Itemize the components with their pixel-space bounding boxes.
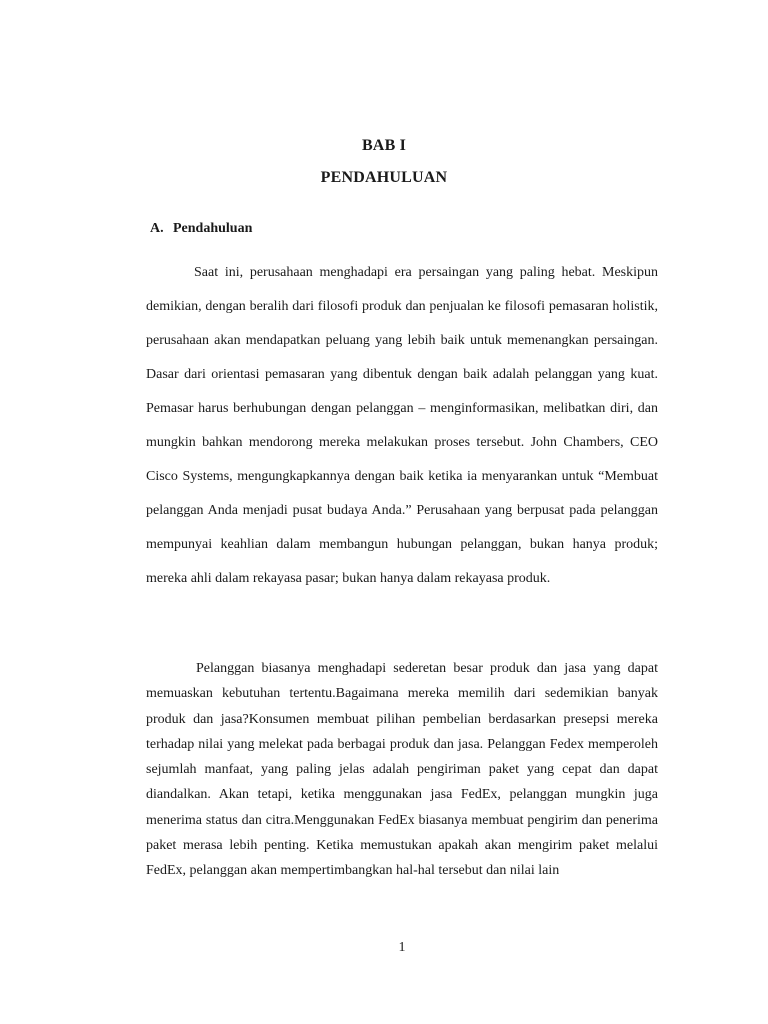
paragraph-1: Saat ini, perusahaan menghadapi era persaingan yang paling hebat. Meskipun demikian, dengan beralih dari filosofi produk dan penjualan ke filosofi pemasaran holistik, perusahaan akan mendapatkan peluang yang lebih baik untuk memenangkan persaingan. Dasar dari orientasi pemasaran yang dibentuk dengan baik adalah pelanggan yang kuat. Pemasar harus berhubungan dengan pelanggan – menginformasikan, melibatkan diri, dan mungkin bahkan mendorong mereka melakukan proses tersebut. John Chambers, CEO Cisco Systems, mengungkapkannya dengan baik ketika ia menyarankan untuk “Membuat pelanggan Anda menjadi pusat budaya Anda.” Perusahaan yang berpusat pada pelanggan mempunyai keahlian dalam membangun hubungan pelanggan, bukan hanya produk; mereka ahli dalam rekayasa pasar; bukan hanya dalam rekayasa produk. <box>146 265 658 586</box>
page-number: 1 <box>398 940 406 955</box>
section-title: Pendahuluan <box>173 221 253 236</box>
chapter-number: BAB I <box>361 137 407 154</box>
chapter-title: PENDAHULUAN <box>320 169 448 186</box>
section-number: A. <box>150 221 164 236</box>
paragraph-2: Pelanggan biasanya menghadapi sederetan besar produk dan jasa yang dapat memuaskan kebutuhan tertentu.Bagaimana mereka memilih dari sedemikian banyak produk dan jasa?Konsumen membuat pilihan pembelian berdasarkan presepsi mereka terhadap nilai yang melekat pada berbagai produk dan jasa. Pelanggan Fedex memperoleh sejumlah manfaat, yang paling jelas adalah pengiriman paket yang cepat dan dapat diandalkan. Akan tetapi, ketika menggunakan jasa FedEx, pelanggan mungkin juga menerima status dan citra.Menggunakan FedEx biasanya membuat pengirim dan penerima paket merasa lebih penting. Ketika memustukan apakah akan mengirim paket melalui FedEx, pelanggan akan mempertimbangkan hal-hal tersebut dan nilai lain <box>146 661 658 879</box>
section-heading <box>150 221 252 237</box>
